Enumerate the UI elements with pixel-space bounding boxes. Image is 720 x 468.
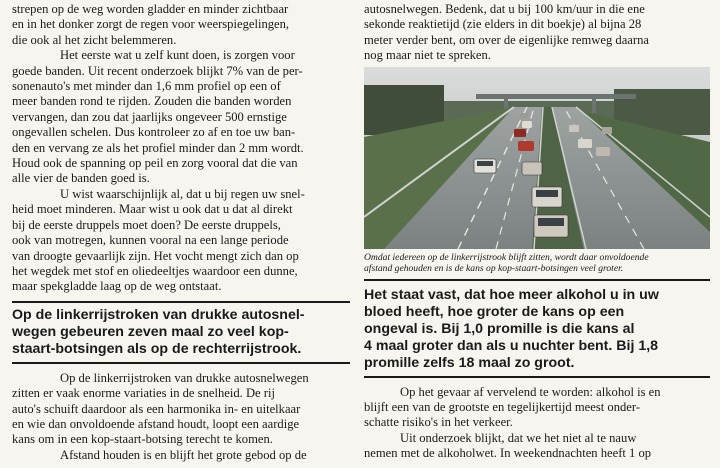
- left-paragraph-4: Op de linkerrijstroken van drukke autosnelwegen zitten er vaak enorme variaties in de snelheid. De rij auto's schuift daardoor als een harmonika in- en uitelkaar en wie dan onvoldoende afstand houdt, loopt een aardige kans om in een kop-staart-botsing terecht te komen.: [12, 370, 309, 447]
- photo-caption: Omdat iedereen op de linkerrijstrook blijft zitten, wordt daar onvoldoende afstand gehouden en is de kans op kop-staart-botsingen veel groter.: [364, 252, 710, 281]
- right-paragraph-2: Op het gevaar af vervelend te worden: alkohol is en blijft een van de grootste en tegelijkertijd meest onder- schatte risiko's in het verkeer.: [364, 384, 661, 430]
- right-paragraph-1: autosnelwegen. Bedenk, dat u bij 100 km/uur in die ene sekonde reaktietijd (zie elders in dit boekje) al bijna 28 meter verder bent, om over de eigenlijke remweg daarna nog maar niet te spreken.: [364, 2, 649, 63]
- left-paragraph-5: Afstand houden is en blijft het grote gebod op de: [60, 447, 307, 462]
- left-paragraph-3: U wist waarschijnlijk al, dat u bij regen uw snel- heid moet minderen. Maar wist u ook dat u dat al direkt bij de eerste druppels moet doen? De eerste druppels, ook van motregen, kunnen vooral na een lange periode van droogte gevaarlijk zijn. Het vocht mengt zich dan op het wegdek met stof en oliedeeltjes waardoor een dunne, maar spekgladde laag op de weg ontstaat.: [12, 186, 305, 294]
- left-paragraph-1: strepen op de weg worden gladder en minder zichtbaar en in het donker zorgt de regen voor weerspiegelingen, die ook al het zicht belemmeren.: [12, 2, 290, 47]
- highway-photo: [364, 67, 710, 249]
- left-paragraph-2: Het eerste wat u zelf kunt doen, is zorgen voor goede banden. Uit recent onderzoek blijkt 7% van de per- sonenauto's met minder dan 1,6 mm profiel op een of meer banden rond te rijden. Zouden die banden worden vervangen, dan zou dat jaarlijks ongeveer 500 ernstige ongevallen schelen. Dus kontroleer zo af en toe uw ban- den en vervang ze als het profiel minder dan 2 mm wordt. Houd ook de spanning op peil en zorg vooral dat die van alle vier de banden goed is.: [12, 48, 304, 186]
- right-column: [364, 0, 710, 462]
- left-column: [12, 0, 350, 463]
- right-pullquote: Het staat vast, dat hoe meer alkohol u in uw bloed heeft, hoe groter de kans op een ongeval is. Bij 1,0 promille is die kans al 4 maal groter dan als u nuchter bent. Bij 1,8 promille zelfs 18 maal zo groot.: [364, 287, 710, 378]
- highway-photo-icon: [364, 67, 710, 249]
- right-paragraph-3: Uit onderzoek blijkt, dat we het niet al te nauw nemen met de alkoholwet. In weekendnachten heeft 1 op: [364, 430, 652, 461]
- left-pullquote: Op de linkerrijstroken van drukke autosnel- wegen gebeuren zeven maal zo veel kop- staart-botsingen als op de rechterrijstrook.: [12, 301, 350, 364]
